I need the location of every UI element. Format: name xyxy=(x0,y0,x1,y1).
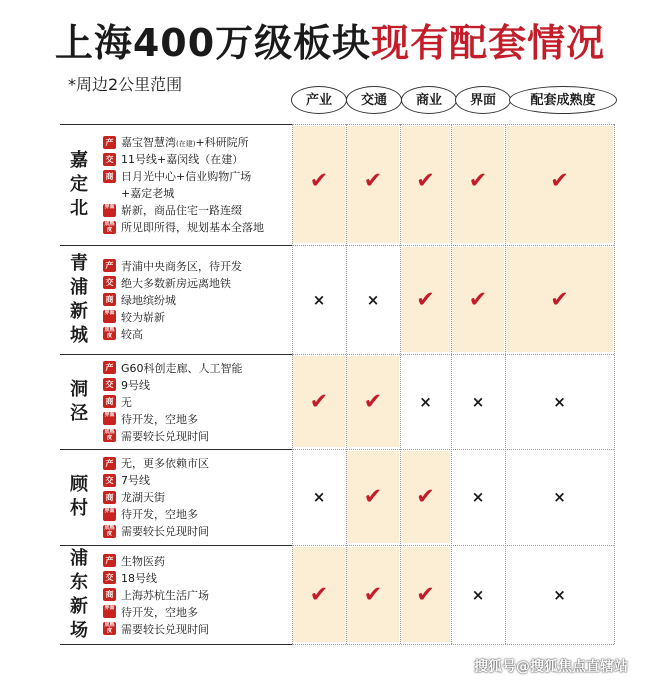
category-badge: 界面 xyxy=(103,204,116,217)
detail-main-text: 待开发，空地多 xyxy=(121,605,198,619)
detail-text xyxy=(121,202,242,218)
column-header-commerce: 商业 xyxy=(401,86,457,114)
region-name: 青浦新城 xyxy=(70,252,88,346)
cross-icon: × xyxy=(553,585,566,604)
detail-main-text: 9号线 xyxy=(121,378,150,392)
cross-icon: × xyxy=(312,488,326,506)
detail-text xyxy=(121,428,209,444)
category-badge: 界面 xyxy=(103,605,116,618)
detail-text xyxy=(121,621,209,637)
detail-main-text: 龙湖天街 xyxy=(121,491,165,504)
detail-text xyxy=(121,185,174,201)
category-badge: 交 xyxy=(103,474,116,487)
detail-text xyxy=(121,168,251,184)
category-badge: 界面 xyxy=(103,310,116,323)
detail-small-note: (在建) xyxy=(176,140,196,148)
cross-icon: × xyxy=(312,290,326,309)
column-divider xyxy=(614,124,615,644)
region-name: 嘉定北 xyxy=(70,149,88,219)
check-icon: ✔ xyxy=(416,168,435,193)
region-detail-row xyxy=(103,274,231,291)
region-detail-row xyxy=(103,620,209,637)
detail-main-text: 待开发，空地多 xyxy=(121,508,198,521)
region-name: 顾村 xyxy=(70,474,88,519)
region-detail-row xyxy=(103,185,174,202)
title-part1: 上海400万级板块 xyxy=(54,21,372,65)
check-icon: ✔ xyxy=(363,582,383,607)
cross-icon: × xyxy=(366,290,380,309)
detail-main-text: 较为崭新 xyxy=(121,310,165,324)
page-title xyxy=(0,20,660,66)
detail-text xyxy=(121,377,150,393)
region-detail-row xyxy=(103,489,165,506)
category-badge: 界面 xyxy=(103,508,116,521)
detail-text xyxy=(121,604,198,620)
category-badge: 成熟度 xyxy=(104,524,115,537)
detail-text xyxy=(121,309,165,325)
column-divider xyxy=(346,124,347,644)
category-badge: 交 xyxy=(103,378,116,391)
detail-text xyxy=(121,411,198,427)
row-divider-dotted xyxy=(292,124,614,125)
region-detail-row xyxy=(103,291,176,308)
category-badge: 商 xyxy=(103,491,116,504)
detail-text xyxy=(121,394,132,410)
detail-main-text: 日月光中心+信业购物广场 xyxy=(121,170,252,183)
column-header-traffic: 交通 xyxy=(346,86,402,114)
row-divider xyxy=(60,449,292,450)
region-detail-row xyxy=(103,506,198,523)
region-name: 洞泾 xyxy=(70,378,88,424)
column-header-maturity: 配套成熟度 xyxy=(509,86,617,114)
cross-icon: × xyxy=(553,488,566,506)
category-badge: 商 xyxy=(103,170,116,183)
category-badge: 产 xyxy=(103,259,116,272)
category-badge: 商 xyxy=(103,588,116,601)
check-icon: ✔ xyxy=(309,582,329,607)
category-badge: 交 xyxy=(103,276,116,289)
category-badge: 交 xyxy=(103,571,116,584)
detail-text xyxy=(121,489,165,505)
detail-main-text: 需要较长兑现时间 xyxy=(121,429,209,443)
category-badge: 交 xyxy=(103,153,116,166)
detail-text xyxy=(121,292,176,308)
detail-main-text: 较高 xyxy=(121,327,143,341)
detail-main-text: 需要较长兑现时间 xyxy=(121,525,209,538)
region-detail-row xyxy=(103,552,165,569)
region-detail-row xyxy=(103,168,251,185)
category-badge: 成熟度 xyxy=(104,220,115,233)
region-detail-row xyxy=(103,376,150,393)
cross-icon: × xyxy=(471,488,485,506)
region-detail-row xyxy=(103,603,198,620)
detail-main-text: +嘉定老城 xyxy=(121,187,175,200)
cross-icon: × xyxy=(419,392,432,411)
scope-note: *周边2公里范围 xyxy=(68,75,183,94)
check-icon: ✔ xyxy=(550,168,569,193)
detail-main-text: 待开发，空地多 xyxy=(121,412,198,426)
category-badge: 产 xyxy=(103,554,116,567)
row-divider-dotted xyxy=(292,545,614,546)
region-detail-row xyxy=(103,410,198,427)
detail-main-text: 生物医药 xyxy=(121,554,165,568)
detail-text xyxy=(121,523,209,539)
detail-main-text: 所见即所得，规划基本全落地 xyxy=(121,221,264,234)
region-detail-row xyxy=(103,325,143,342)
row-divider xyxy=(60,354,292,355)
detail-main-text: 无 xyxy=(121,395,132,409)
region-detail-row xyxy=(103,359,243,376)
column-header-interface: 界面 xyxy=(455,86,511,114)
detail-text xyxy=(121,587,209,603)
detail-extra-text: +科研院所 xyxy=(195,136,249,149)
detail-main-text: 需要较长兑现时间 xyxy=(121,622,209,636)
title-part2: 现有配套情况 xyxy=(371,21,606,65)
check-icon: ✔ xyxy=(363,168,383,193)
category-badge: 产 xyxy=(103,457,116,470)
region-detail-row xyxy=(103,472,150,489)
row-divider xyxy=(60,545,292,546)
region-detail-row xyxy=(103,427,209,444)
row-divider xyxy=(60,245,292,246)
cross-icon: × xyxy=(471,392,485,411)
row-divider-dotted xyxy=(292,644,614,645)
detail-main-text: 嘉宝智慧湾 xyxy=(121,136,176,149)
category-badge: 成熟度 xyxy=(104,622,115,634)
category-badge: 成熟度 xyxy=(104,327,115,339)
check-icon: ✔ xyxy=(416,484,435,510)
detail-text xyxy=(121,570,157,586)
category-badge: 产 xyxy=(103,361,116,374)
detail-main-text: 绿地缤纷城 xyxy=(121,293,176,307)
detail-text xyxy=(121,455,209,471)
detail-main-text: 上海苏杭生活广场 xyxy=(121,588,209,602)
detail-main-text: 7号线 xyxy=(121,474,150,487)
detail-main-text: 青浦中央商务区，待开发 xyxy=(121,259,242,273)
region-detail-row xyxy=(103,455,209,472)
check-icon: ✔ xyxy=(363,484,383,510)
region-name: 浦东新场 xyxy=(70,547,88,641)
detail-main-text: 无，更多依赖市区 xyxy=(121,457,209,470)
detail-main-text: 崭新，商品住宅一路连缀 xyxy=(121,204,242,217)
category-badge: 商 xyxy=(103,395,116,408)
check-icon: ✔ xyxy=(550,287,569,312)
detail-text xyxy=(121,472,150,488)
check-icon: ✔ xyxy=(468,287,488,312)
detail-text xyxy=(121,506,198,522)
row-divider xyxy=(60,124,292,125)
detail-main-text: G60科创走廊、人工智能 xyxy=(121,361,243,375)
detail-text xyxy=(121,275,231,291)
category-badge: 商 xyxy=(103,293,116,306)
detail-text xyxy=(121,360,243,376)
region-detail-row xyxy=(103,393,132,410)
detail-text xyxy=(121,151,243,167)
column-divider xyxy=(451,124,452,644)
detail-main-text: 18号线 xyxy=(121,571,157,585)
cross-icon: × xyxy=(471,585,485,604)
detail-text xyxy=(121,134,249,150)
check-icon: ✔ xyxy=(309,389,329,414)
row-divider-dotted xyxy=(292,245,614,246)
check-icon: ✔ xyxy=(468,168,488,193)
row-divider xyxy=(60,644,292,645)
region-detail-row xyxy=(103,257,242,274)
category-badge: 成熟度 xyxy=(104,429,115,441)
check-icon: ✔ xyxy=(416,582,435,607)
check-icon: ✔ xyxy=(363,389,383,414)
region-detail-row xyxy=(103,219,264,236)
region-detail-row xyxy=(103,523,209,540)
category-badge: 界面 xyxy=(103,412,116,425)
column-divider xyxy=(505,124,506,644)
watermark: 搜狐号@搜狐焦点直辖站 xyxy=(474,659,628,675)
region-detail-row xyxy=(103,586,209,603)
region-detail-row xyxy=(103,569,157,586)
check-icon: ✔ xyxy=(309,168,329,193)
detail-text xyxy=(121,553,165,569)
column-divider xyxy=(292,124,293,644)
category-badge: 产 xyxy=(103,136,116,149)
detail-main-text: 11号线+嘉闵线（在建） xyxy=(121,153,244,166)
detail-text xyxy=(121,326,143,342)
column-divider xyxy=(400,124,401,644)
detail-main-text: 绝大多数新房远离地铁 xyxy=(121,276,231,290)
row-divider-dotted xyxy=(292,449,614,450)
region-detail-row xyxy=(103,202,242,219)
region-detail-row xyxy=(103,151,243,168)
detail-text xyxy=(121,258,242,274)
detail-text xyxy=(121,219,264,235)
region-detail-row xyxy=(103,134,249,151)
region-detail-row xyxy=(103,308,165,325)
column-header-industry: 产业 xyxy=(291,86,347,114)
row-divider-dotted xyxy=(292,354,614,355)
cross-icon: × xyxy=(553,392,566,411)
check-icon: ✔ xyxy=(416,287,435,312)
